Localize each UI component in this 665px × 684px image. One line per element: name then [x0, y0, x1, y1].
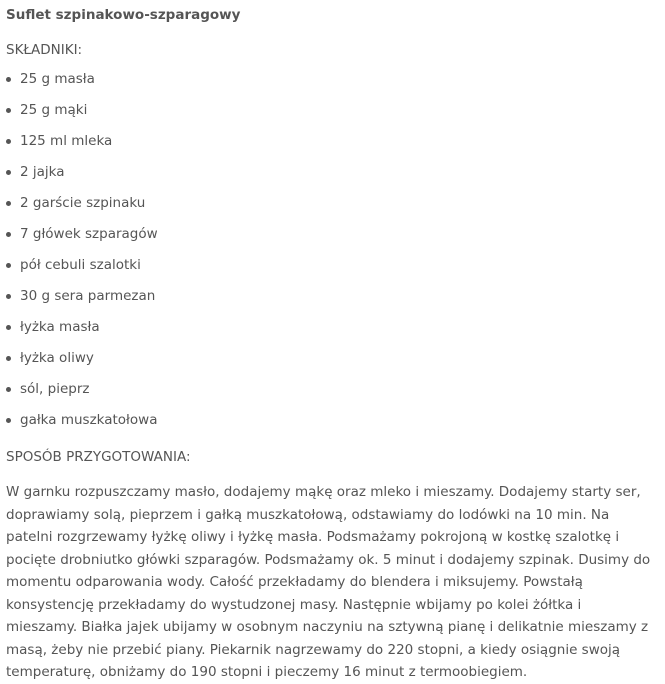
ingredient-item: sól, pieprz	[6, 379, 659, 410]
ingredients-list	[6, 69, 659, 441]
method-paragraph: W garnku rozpuszczamy masło, dodajemy mąkę oraz mleko i mieszamy. Dodajemy starty ser, doprawiamy solą, pieprzem i gałką muszkatołową, odstawiamy do lodówki na 10 min. Na patelni rozgrzewamy łyżkę oliwy i łyżkę masła. Podsmażamy pokrojoną w kostkę szalotkę i pocięte drobniutko główki szparagów. Podsmażamy ok. 5 minut i dodajemy szpinak. Dusimy do momentu odparowania wody. Całość przekładamy do blendera i miksujemy. Powstałą konsystencję przekładamy do wystudzonej masy. Następnie wbijamy po kolei żółtka i mieszamy. Białka jajek ubijamy w osobnym naczyniu na sztywną pianę i delikatnie mieszamy z masą, żeby nie przebić piany. Piekarnik nagrzewamy do 220 stopni, a kiedy osiągnie swoją temperaturę, obniżamy do 190 stopni i pieczemy 16 minut z termoobiegiem.	[6, 484, 651, 680]
recipe-title: Suflet szpinakowo-szparagowy	[6, 7, 241, 23]
ingredient-item: 7 główek szparagów	[6, 224, 659, 255]
ingredient-item: łyżka masła	[6, 317, 659, 348]
ingredient-item: 2 garście szpinaku	[6, 193, 659, 224]
ingredient-item: łyżka oliwy	[6, 348, 659, 379]
method-heading: SPOSÓB PRZYGOTOWANIA:	[6, 449, 191, 465]
ingredient-item: 25 g masła	[6, 69, 659, 100]
ingredient-item: pół cebuli szalotki	[6, 255, 659, 286]
ingredient-item: 25 g mąki	[6, 100, 659, 131]
ingredient-item: gałka muszkatołowa	[6, 410, 659, 441]
ingredient-item: 2 jajka	[6, 162, 659, 193]
ingredient-item: 125 ml mleka	[6, 131, 659, 162]
ingredients-heading: SKŁADNIKI:	[6, 42, 83, 58]
ingredient-item: 30 g sera parmezan	[6, 286, 659, 317]
